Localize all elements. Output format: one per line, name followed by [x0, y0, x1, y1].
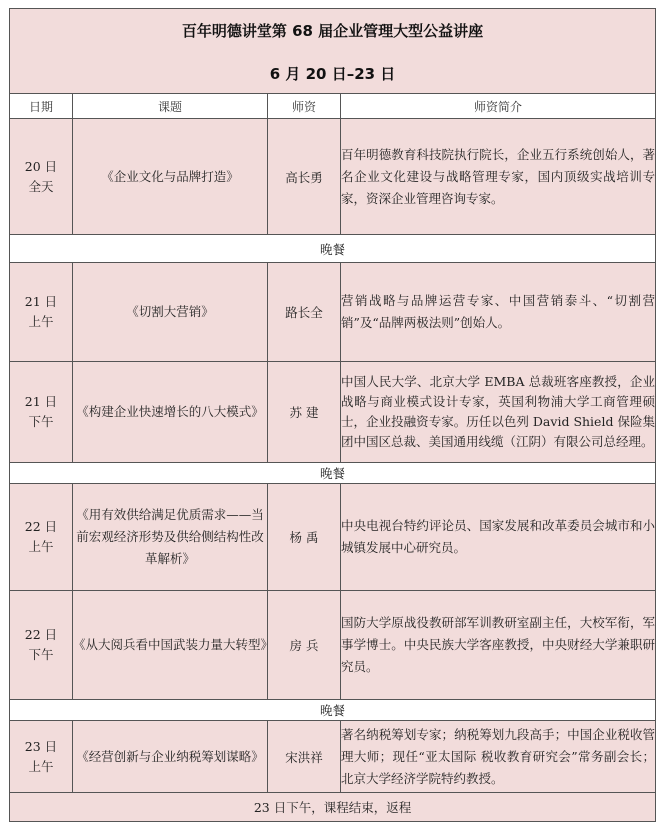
session-teacher: 苏 建 — [268, 362, 341, 463]
footer-row — [10, 793, 656, 822]
col-header-course: 课题 — [73, 94, 268, 119]
col-header-bio: 师资简介 — [341, 94, 656, 119]
meal-row — [10, 700, 656, 721]
session-day: 22 日 — [24, 627, 58, 642]
page-title: 百年明德讲堂第 68 届企业管理大型公益讲座 — [181, 22, 484, 40]
session-day: 20 日 — [24, 158, 58, 174]
session-date — [10, 362, 73, 463]
session-date — [10, 263, 73, 362]
session-course: 《从大阅兵看中国武装力量大转型》 — [73, 591, 268, 700]
session-row — [10, 362, 656, 463]
session-bio: 营销战略与品牌运营专家、中国营销泰斗、“切割营销”及“品牌两极法则”创始人。 — [341, 263, 656, 362]
session-bio: 国防大学原战役教研部军训教研室副主任，大校军衔，军事学博士。中央民族大学客座教授，中央财经大学兼职研究员。 — [341, 591, 656, 700]
schedule-table — [9, 8, 656, 822]
header-cell — [10, 9, 656, 94]
session-day: 22 日 — [24, 519, 58, 534]
col-header-date: 日期 — [10, 94, 73, 119]
meal-row — [10, 463, 656, 484]
session-date — [10, 721, 73, 793]
session-time: 下午 — [28, 414, 54, 429]
meal-label: 晚餐 — [10, 235, 656, 263]
session-row — [10, 119, 656, 235]
session-time: 上午 — [28, 314, 54, 329]
session-teacher: 宋洪祥 — [268, 721, 341, 793]
session-course: 《用有效供给满足优质需求——当前宏观经济形势及供给侧结构性改革解析》 — [73, 484, 268, 591]
session-course: 《经营创新与企业纳税筹划谋略》 — [73, 721, 268, 793]
session-bio: 中国人民大学、北京大学 EMBA 总裁班客座教授，企业战略与商业模式设计专家，英国利物浦大学工商管理硕士，企业投融资专家。历任以色列 David Shield 保险集团中国区总裁、美国通用线缆（江阴）有限公司总经理。 — [341, 362, 656, 463]
session-time: 上午 — [28, 539, 54, 554]
session-row — [10, 591, 656, 700]
session-bio: 中央电视台特约评论员、国家发展和改革委员会城市和小城镇发展中心研究员。 — [341, 484, 656, 591]
session-day: 21 日 — [24, 294, 58, 309]
date-range: 6 月 20 日–23 日 — [269, 65, 396, 83]
session-date — [10, 484, 73, 591]
col-header-teacher: 师资 — [268, 94, 341, 119]
session-time: 下午 — [28, 647, 54, 662]
footer-note: 23 日下午，课程结束，返程 — [10, 793, 656, 822]
session-course: 《切割大营销》 — [73, 263, 268, 362]
session-date — [10, 119, 73, 235]
column-header-row — [10, 94, 656, 119]
session-day: 21 日 — [24, 394, 58, 409]
session-teacher: 房 兵 — [268, 591, 341, 700]
meal-label: 晚餐 — [10, 463, 656, 484]
session-date — [10, 591, 73, 700]
session-row — [10, 721, 656, 793]
session-row — [10, 484, 656, 591]
session-bio: 著名纳税筹划专家；纳税筹划九段高手；中国企业税收管理大师；现任“亚太国际 税收教育研究会”常务副会长；北京大学经济学院特约教授。 — [341, 721, 656, 793]
session-course: 《企业文化与品牌打造》 — [73, 119, 268, 235]
session-day: 23 日 — [24, 738, 58, 754]
meal-label: 晚餐 — [10, 700, 656, 721]
session-teacher: 高长勇 — [268, 119, 341, 235]
session-course: 《构建企业快速增长的八大模式》 — [73, 362, 268, 463]
session-teacher: 杨 禹 — [268, 484, 341, 591]
session-time: 上午 — [28, 758, 54, 774]
session-row — [10, 263, 656, 362]
session-time: 全天 — [28, 178, 54, 194]
session-teacher: 路长全 — [268, 263, 341, 362]
meal-row — [10, 235, 656, 263]
session-bio: 百年明德教育科技院执行院长，企业五行系统创始人，著名企业文化建设与战略管理专家，国内顶级实战培训专家，资深企业管理咨询专家。 — [341, 119, 656, 235]
